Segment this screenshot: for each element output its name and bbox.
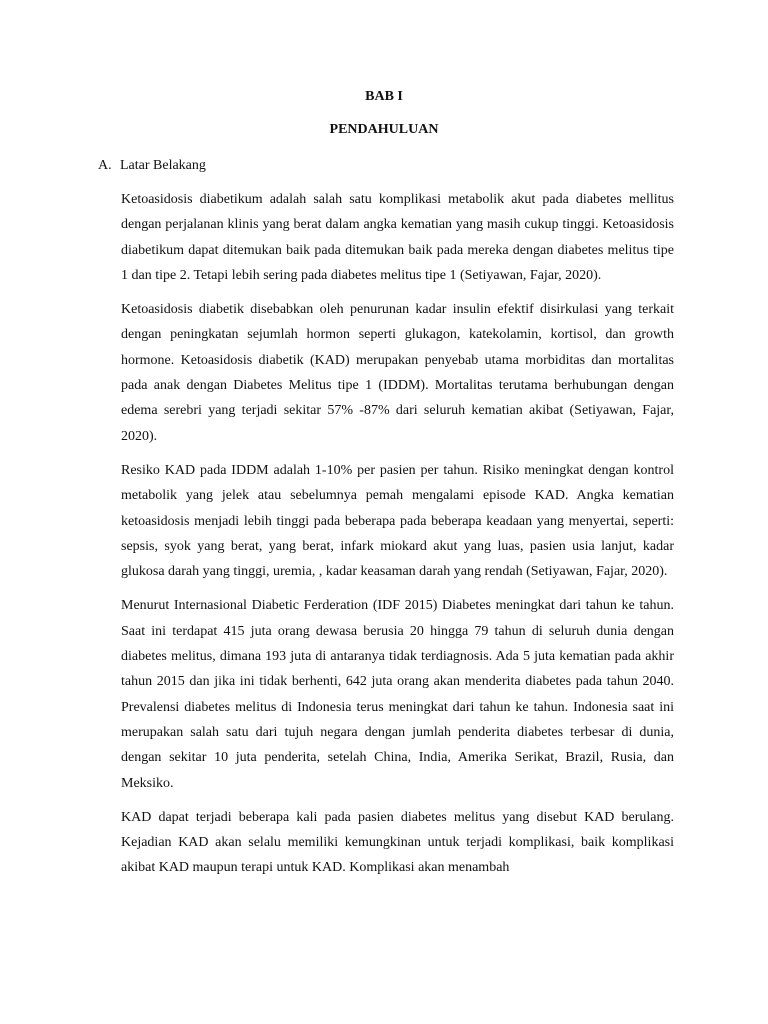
chapter-number: BAB I <box>365 89 403 104</box>
chapter-title: PENDAHULUAN <box>329 122 439 137</box>
body-text <box>121 187 674 890</box>
paragraph: KAD dapat terjadi beberapa kali pada pasien diabetes melitus yang disebut KAD berulang. Kejadian KAD akan selalu memiliki kemungkinan untuk terjadi komplikasi, baik komplikasi akibat KAD maupun terapi untuk KAD. Komplikasi akan menambah <box>121 809 674 876</box>
paragraph: Resiko KAD pada IDDM adalah 1-10% per pasien per tahun. Risiko meningkat dengan kontrol metabolik yang jelek atau sebelumnya pemah mengalami episode KAD. Angka kematian ketoasidosis menjadi lebih tinggi pada beberapa pada beberapa keadaan yang menyertai, seperti: sepsis, syok yang berat, yang berat, infark miokard akut yang luas, pasien usia lanjut, kadar glukosa darah yang tinggi, uremia, , kadar keasaman darah yang rendah (Setiyawan, Fajar, 2020). <box>121 462 674 580</box>
paragraph: Ketoasidosis diabetik disebabkan oleh penurunan kadar insulin efektif disirkulasi yang terkait dengan peningkatan sejumlah hormon seperti glukagon, katekolamin, kortisol, dan growth hormone. Ketoasidosis diabetik (KAD) merupakan penyebab utama morbiditas dan mortalitas pada anak dengan Diabetes Melitus tipe 1 (IDDM). Mortalitas terutama berhubungan dengan edema serebri yang terjadi sekitar 57% -87% dari seluruh kematian akibat (Setiyawan, Fajar, 2020). <box>121 302 674 444</box>
section-heading <box>98 157 206 175</box>
paragraph: Menurut Internasional Diabetic Ferderation (IDF 2015) Diabetes meningkat dari tahun ke tahun. Saat ini terdapat 415 juta orang dewasa berusia 20 hingga 79 tahun di seluruh dunia dengan diabetes melitus, dimana 193 juta di antaranya tidak terdiagnosis. Ada 5 juta kematian pada akhir tahun 2015 dan jika ini tidak berhenti, 642 juta orang akan menderita diabetes pada tahun 2040. Prevalensi diabetes melitus di Indonesia terus meningkat dari tahun ke tahun. Indonesia saat ini merupakan salah satu dari tujuh negara dengan jumlah penderita diabetes terbesar di dunia, dengan sekitar 10 juta penderita, setelah China, India, Amerika Serikat, Brazil, Rusia, dan Meksiko. <box>121 598 674 791</box>
section-marker: A. <box>98 158 112 173</box>
section-title: Latar Belakang <box>120 158 206 173</box>
paragraph: Ketoasidosis diabetikum adalah salah satu komplikasi metabolik akut pada diabetes mellitus dengan perjalanan klinis yang berat dalam angka kematian yang masih cukup tinggi. Ketoasidosis diabetikum dapat ditemukan baik pada ditemukan baik pada mereka dengan diabetes melitus tipe 1 dan tipe 2. Tetapi lebih sering pada diabetes melitus tipe 1 (Setiyawan, Fajar, 2020). <box>121 192 674 283</box>
